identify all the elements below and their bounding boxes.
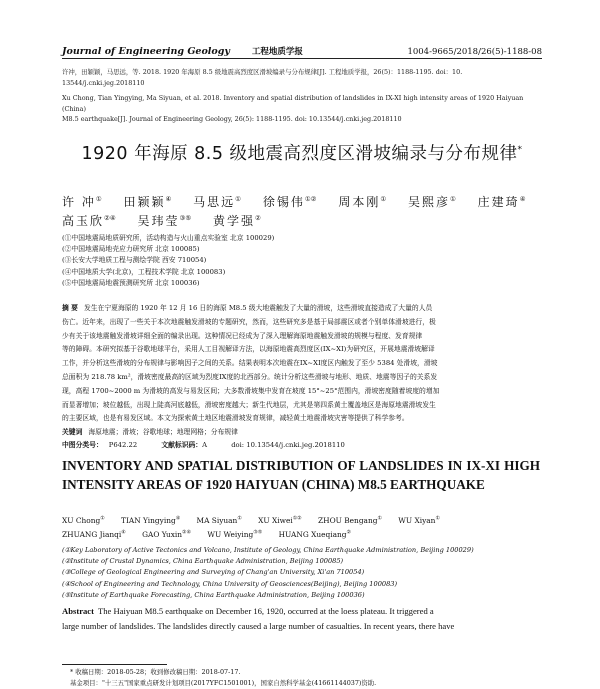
paper-title-cn <box>62 140 542 165</box>
citation-en-line1: Xu Chong, Tian Yingying, Ma Siyuan, et al. 2018. Inventory and spatial distribution of landslides in IX-XI high intensity areas of 1920 Haiyuan (China) <box>62 94 524 113</box>
author-cn: 吴熙彦① <box>408 195 456 209</box>
author-en: XU Chong① <box>62 516 105 526</box>
citation-cn-line2: 13544/j.cnki.jeg.2018110 <box>62 78 145 87</box>
citation-en <box>62 93 540 125</box>
journal-name-cn: 工程地质学报 <box>251 47 303 57</box>
affiliation-en: (①Key Laboratory of Active Tectonics and Volcano, Institute of Geology, China Earthquake Administration, Beijing 100029) <box>62 546 474 554</box>
doi-cn: doi: 10.13544/j.cnki.jeg.2018110 <box>231 441 345 449</box>
keywords-cn-label: 关键词 <box>62 428 83 436</box>
abstract-cn-line: 总面积为 218.78 km²，滑坡密度最高的区域为烈度IX度的北西部分。统计分析这些滑坡与地形、地质、地震等因子的关系发 <box>62 372 438 381</box>
abstract-en-line: large number of landslides. The landslides directly caused a large number of casualties. In recent years, there have <box>62 620 455 631</box>
affiliation-cn: (⑤中国地震局地震预测研究所 北京 100036) <box>62 278 200 287</box>
footnotes <box>70 667 540 688</box>
keywords-cn <box>62 426 540 436</box>
abstract-cn-line: 伤亡。近年来，出现了一些关于本次地震触发滑坡的专题研究，然而，这些研究多是基于局部震区或者个别单体滑坡进行，极 <box>62 317 436 326</box>
abstract-cn-line: 少有关于该地震触发滑坡详细全面的编录出现。这种情况已经成为了深入理解海原地震触发滑坡的规模与程度、发育规律 <box>62 331 423 340</box>
keywords-cn-text: 海原地震；滑坡；谷歌地球；地理网格；分布规律 <box>88 428 238 436</box>
affiliations-cn <box>62 233 542 289</box>
author-en: WU Weiying③⑤ <box>207 530 263 540</box>
abstract-cn-line: 现，高程 1700~2000 m 为滑坡的高发与易发区间；大多数滑坡集中发育在坡度 15°~25°范围内，滑坡密度随着坡度的增加 <box>62 386 440 395</box>
abstract-en-label: Abstract <box>62 606 94 616</box>
author-en: GAO Yuxin②④ <box>142 530 191 540</box>
citation-cn-line1: 许冲，田颖颖，马思远，等. 2018. 1920 年海原 8.5 级地震高烈度区滑坡编录与分布规律[J]. 工程地质学报，26(5)：1188-1195. doi：10. <box>62 68 463 76</box>
abstract-cn-label: 摘 要 <box>62 304 78 312</box>
citation-en-line2: M8.5 earthquake[J]. Journal of Engineering Geology, 26(5): 1188-1195. doi: 10.13544/j.cnki.jeg.2018110 <box>62 115 402 123</box>
citation-cn <box>62 67 540 88</box>
footnote-funding: 基金项目："十三五"国家重点研发计划项目(2017YFC1501001)，国家自然科学基金(41661144037)资助. <box>70 678 377 687</box>
author-cn: 马思远① <box>193 195 241 209</box>
authors-cn-row1 <box>62 193 542 210</box>
author-cn: 徐锡伟①② <box>262 195 317 209</box>
abstract-cn-line: 而显著增加；坡位越低，出现上陡高河底越低，滑坡密度越大；新生代地层，尤其是第四系黄土覆盖地区是海原地震滑坡发生 <box>62 400 436 409</box>
affiliation-cn: (④中国地质大学(北京)，工程技术学院 北京 100083) <box>62 267 226 276</box>
abstract-en-line: Abstract The Haiyuan M8.5 earthquake on December 16, 1920, occurred at the loess plateau. It triggered a <box>62 606 434 616</box>
affiliation-cn: (③长安大学地质工程与测绘学院 西安 710054) <box>62 256 207 265</box>
abstract-cn-line: 等的障碍。本研究拟基于谷歌地球平台，采用人工目视解译方法，以海原地震高烈度区(IX~XI)为研究区，开展地震滑坡解译 <box>62 345 435 354</box>
clc-label: 中图分类号： <box>62 441 103 449</box>
journal-name-en: Journal of Engineering Geology <box>62 46 230 57</box>
footnote-rule <box>62 664 167 665</box>
clc-value: P642.22 <box>108 441 138 449</box>
abstract-cn-line: 摘 要 发生在宁夏海原的 1920 年 12 月 16 日的海原 M8.5 级大地震触发了大量的滑坡，这些滑坡直接造成了大量的人员 <box>62 304 433 312</box>
affiliation-cn: (②中国地震局地壳应力研究所 北京 100085) <box>62 245 200 254</box>
author-cn: 许 冲① <box>62 195 102 209</box>
author-cn: 高玉欣②④ <box>62 214 116 228</box>
author-en: HUANG Xueqiang② <box>278 530 351 540</box>
affiliation-cn: (①中国地震局地质研究所，活动构造与火山重点实验室 北京 100029) <box>62 234 275 242</box>
affiliation-en: (⑤Institute of Earthquake Forecasting, China Earthquake Administration, Beijing 100036) <box>62 590 365 599</box>
author-cn: 庄建琦④ <box>477 195 526 209</box>
abstract-en <box>62 604 540 633</box>
affiliation-en: (②Institute of Crustal Dynamics, China Earthquake Administration, Beijing 100085) <box>62 557 344 566</box>
author-en: MA Siyuan① <box>196 516 242 526</box>
authors-en-row1 <box>62 513 540 527</box>
authors-cn-row2 <box>62 212 542 229</box>
author-en: ZHUANG Jianqi④ <box>62 530 126 540</box>
author-cn: 黄学强② <box>213 214 261 228</box>
author-en: WU Xiyan① <box>398 516 440 526</box>
abstract-cn-line: 的主要区域，也是有易发区域。本文为探索黄土地区地震滑坡发育规律，减轻黄土地震滑坡灾害等提供了科学参考。 <box>62 414 409 423</box>
title-footnote-mark: * <box>517 145 523 156</box>
classification-cn <box>62 439 540 449</box>
affiliation-en: (④School of Engineering and Technology, China University of Geosciences(Beijing), Beijing 100083) <box>62 579 398 588</box>
author-en: XU Xiwei①② <box>258 516 302 526</box>
abstract-cn-line: 工作，并分析这些滑坡的分布规律与影响因子之间的关系。结果表明本次地震在IX~XI度区内触发了至少 5384 处滑坡，滑坡 <box>62 359 438 368</box>
doc-code-label: 文献标识码： <box>161 441 203 449</box>
author-cn: 周本刚① <box>338 195 387 209</box>
author-en: TIAN Yingying④ <box>121 516 181 526</box>
journal-header <box>62 45 542 57</box>
affiliation-en: (③College of Geological Engineering and Surveying of Chang'an University, Xi'an 710054) <box>62 568 365 577</box>
affiliations-en <box>62 545 540 601</box>
author-cn: 田颖颖④ <box>123 195 172 209</box>
header-rule <box>62 58 542 59</box>
issn-info: 1004-9665/2018/26(5)-1188-08 <box>407 47 542 57</box>
authors-en-row2 <box>62 527 540 541</box>
paper-title-en: INVENTORY AND SPATIAL DISTRIBUTION OF LANDSLIDES IN IX-XI HIGH INTENSITY AREAS OF 1920 HAIYUAN (CHINA) M8.5 EARTHQUAKE <box>62 458 540 492</box>
footnote-received: * 收稿日期：2018-05-28；收到修改稿日期：2018-07-17. <box>70 668 241 676</box>
abstract-cn <box>62 302 540 426</box>
doc-code-value: A <box>202 441 208 449</box>
paper-title-cn-text: 1920 年海原 8.5 级地震高烈度区滑坡编录与分布规律 <box>81 144 518 164</box>
author-en: ZHOU Bengang① <box>318 516 382 526</box>
author-cn: 吴玮莹③⑤ <box>137 214 192 228</box>
